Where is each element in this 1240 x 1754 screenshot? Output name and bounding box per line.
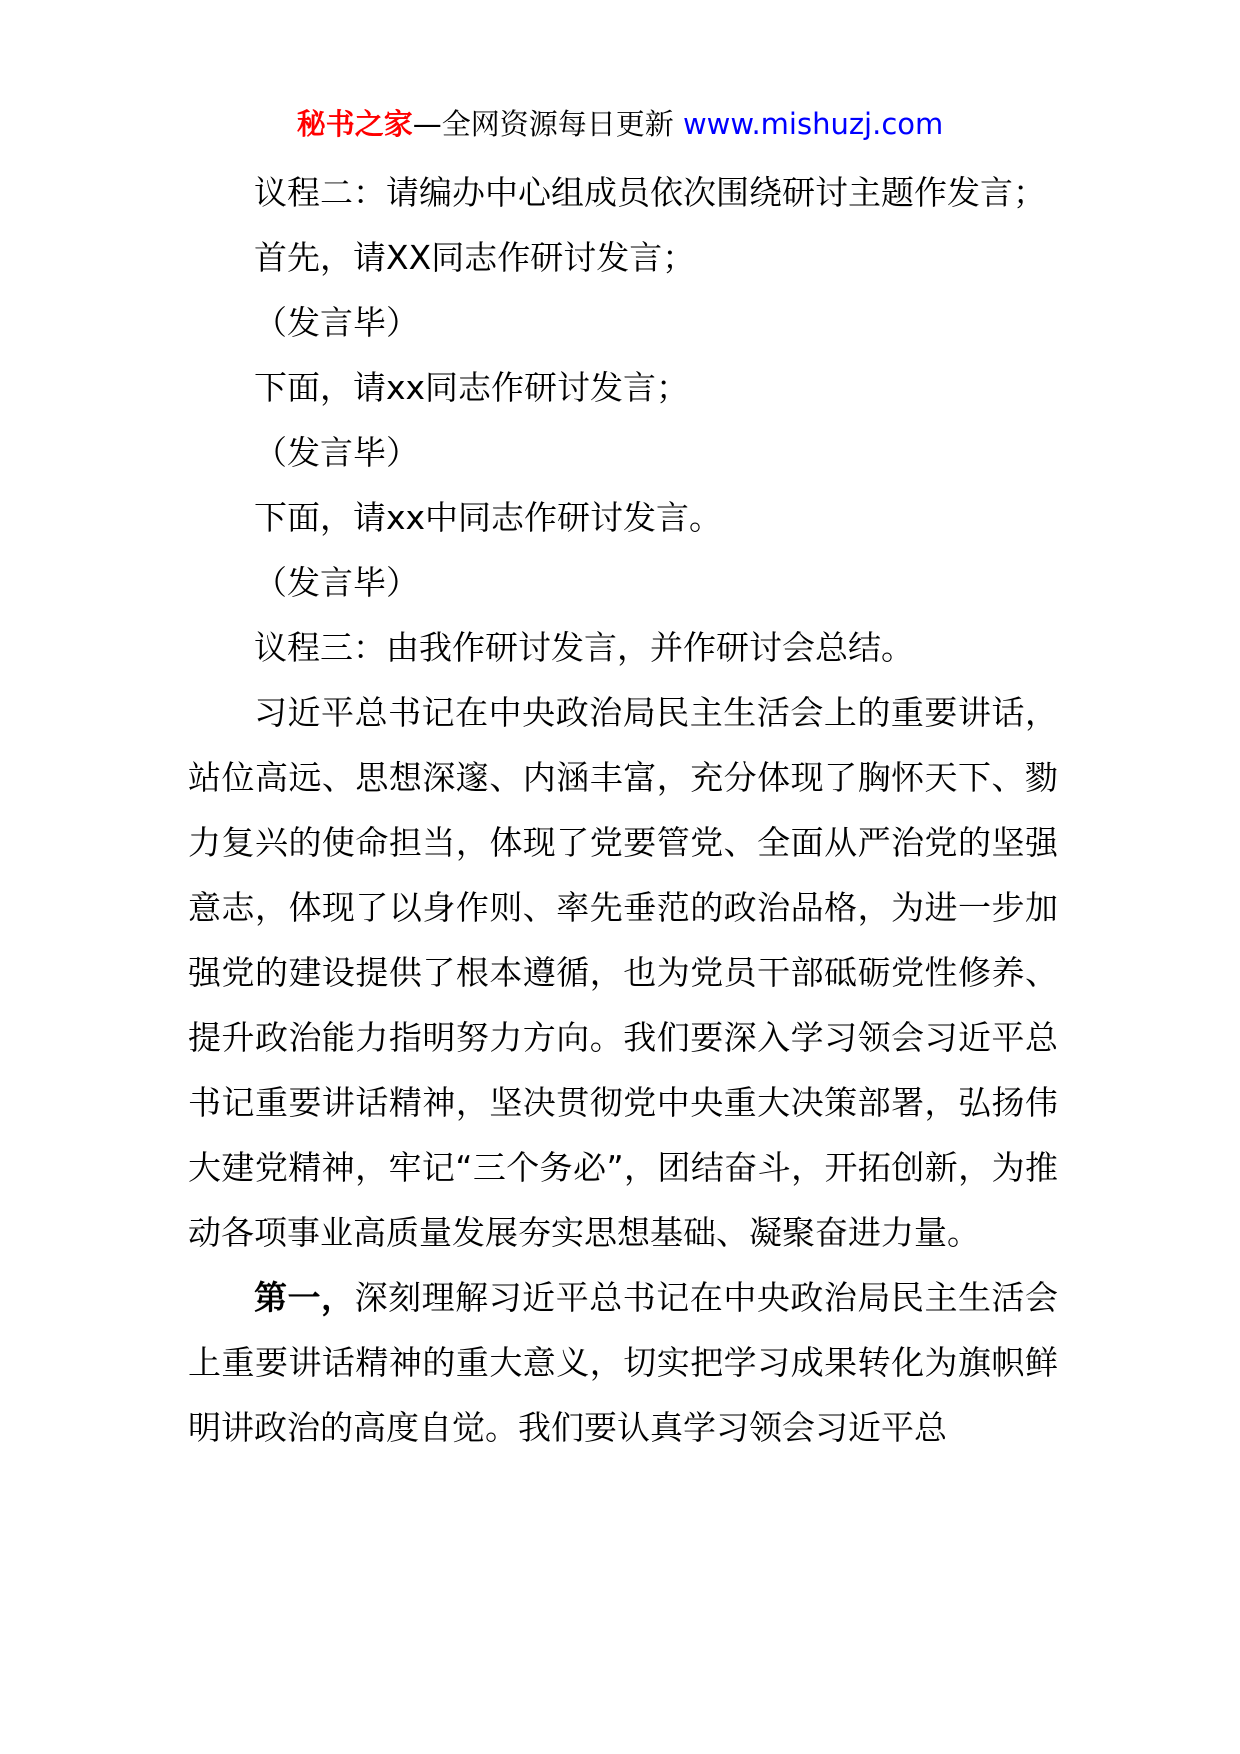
document-body xyxy=(188,160,1058,1460)
section-one-paragraph xyxy=(188,1265,1058,1460)
speaker-next: 下面，请xx同志作研讨发言； xyxy=(254,368,690,407)
speech-end-note: （发言毕） xyxy=(254,433,419,472)
page-header xyxy=(0,100,1240,148)
speech-end-note: （发言毕） xyxy=(254,563,419,602)
section-one-text: 深刻理解习近平总书记在中央政治局民主生活会上重要讲话精神的重大意义，切实把学习成果转化为旗帜鲜明讲政治的高度自觉。我们要认真学习领会习近平总 xyxy=(188,1278,1059,1447)
agenda-item-three: 议程三：由我作研讨发言，并作研讨会总结。 xyxy=(254,628,914,667)
summary-paragraph: 习近平总书记在中央政治局民主生活会上的重要讲话，站位高远、思想深邃、内涵丰富，充分体现了胸怀天下、勠力复兴的使命担当，体现了党要管党、全面从严治党的坚强意志，体现了以身作则、率先垂范的政治品格，为进一步加强党的建设提供了根本遵循，也为党员干部砥砺党性修养、提升政治能力指明努力方向。我们要深入学习领会习近平总书记重要讲话精神，坚决贯彻党中央重大决策部署，弘扬伟大建党精神，牢记“三个务必”，团结奋斗，开拓创新，为推动各项事业高质量发展夯实思想基础、凝聚奋进力量。 xyxy=(188,693,1058,1252)
speaker-next: 下面，请xx中同志作研讨发言。 xyxy=(254,498,723,537)
section-one-lead: 第一， xyxy=(254,1278,355,1317)
header-tagline: —全网资源每日更新 xyxy=(412,107,683,141)
website-link[interactable]: www.mishuzj.com xyxy=(682,107,944,141)
brand-name: 秘书之家 xyxy=(296,107,413,141)
speech-end-note: （发言毕） xyxy=(254,303,419,342)
speaker-first: 首先，请XX同志作研讨发言； xyxy=(254,238,696,277)
agenda-item-two: 议程二：请编办中心组成员依次围绕研讨主题作发言； xyxy=(254,173,1046,212)
